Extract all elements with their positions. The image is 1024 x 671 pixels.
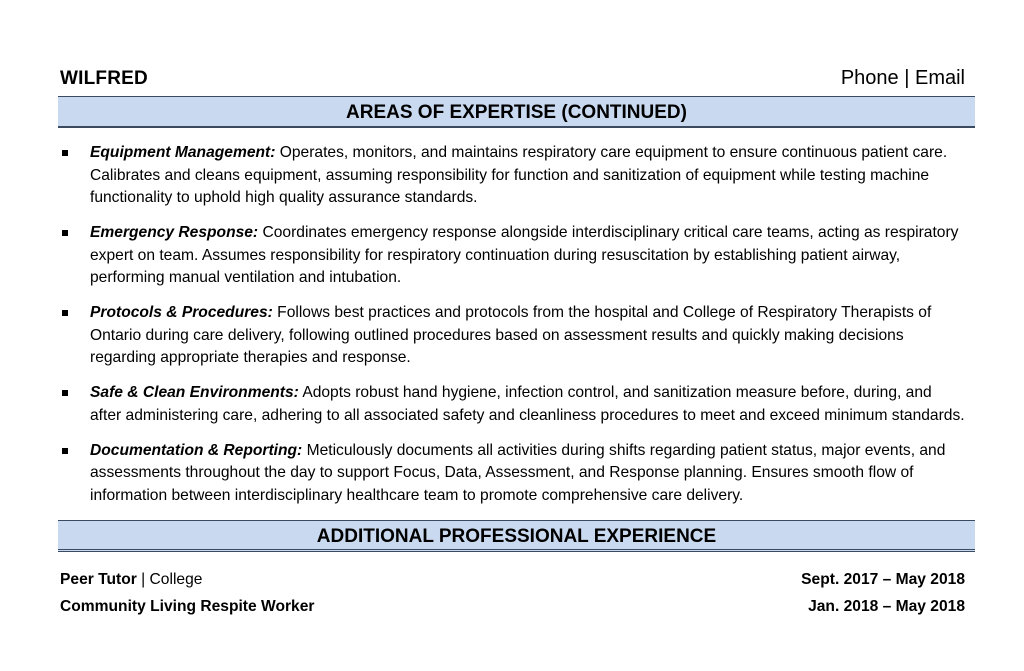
experience-entry bbox=[60, 593, 965, 620]
list-item bbox=[60, 440, 965, 508]
expertise-description: Adopts robust hand hygiene, infection control, and sanitization measure before, during, and after administering care, adhering to all associated safety and cleanliness procedures to meet and exceed minimum standards. bbox=[90, 384, 965, 424]
section-heading-experience: ADDITIONAL PROFESSIONAL EXPERIENCE bbox=[58, 520, 975, 552]
section-heading-expertise: AREAS OF EXPERTISE (CONTINUED) bbox=[58, 96, 975, 128]
experience-entry bbox=[60, 566, 965, 593]
list-item bbox=[60, 382, 965, 427]
contact-info: Phone | Email bbox=[840, 67, 965, 89]
candidate-name: WILFRED bbox=[60, 68, 148, 89]
square-bullet-icon bbox=[62, 230, 68, 236]
expertise-term: Documentation & Reporting: bbox=[90, 441, 303, 459]
resume-header bbox=[60, 58, 965, 90]
expertise-term: Emergency Response: bbox=[90, 224, 259, 241]
expertise-description: Follows best practices and protocols from the hospital and College of Respiratory Therapists of Ontario during care delivery, following outlined procedures based on assessment results and quickly making decisions regarding appropriate therapies and response. bbox=[90, 304, 932, 366]
job-dates: Sept. 2017 – May 2018 bbox=[801, 570, 965, 588]
experience-list bbox=[60, 566, 965, 620]
expertise-description: Coordinates emergency response alongside interdisciplinary critical care teams, acting as respiratory expert on team. Assumes responsibility for respiratory continuation during resuscitation by establishing patient airway, performing manual ventilation and intubation. bbox=[90, 224, 959, 286]
job-organization: College bbox=[149, 570, 203, 588]
resume-page bbox=[60, 58, 965, 620]
square-bullet-icon bbox=[62, 310, 68, 316]
list-item bbox=[60, 142, 965, 210]
job-role: Community Living Respite Worker bbox=[60, 597, 315, 615]
expertise-description: Operates, monitors, and maintains respiratory care equipment to ensure continuous patient care. Calibrates and cleans equipment, assuming responsibility for function and sanitization of equipment while testing machine functionality to uphold high quality assurance standards. bbox=[90, 144, 948, 206]
expertise-term: Safe & Clean Environments: bbox=[90, 384, 299, 401]
square-bullet-icon bbox=[62, 390, 68, 396]
list-item bbox=[60, 222, 965, 290]
expertise-list bbox=[60, 142, 965, 507]
title-separator: | bbox=[136, 570, 150, 588]
square-bullet-icon bbox=[62, 448, 68, 454]
expertise-term: Protocols & Procedures: bbox=[90, 304, 273, 321]
square-bullet-icon bbox=[62, 150, 68, 156]
job-role: Peer Tutor bbox=[60, 570, 137, 588]
expertise-description: Meticulously documents all activities during shifts regarding patient status, major events, and assessments throughout the day to support Focus, Data, Assessment, and Response planning. Ensures smooth flow of information between interdisciplinary healthcare team to promote comprehensive care delivery. bbox=[90, 441, 946, 504]
job-dates: Jan. 2018 – May 2018 bbox=[808, 597, 965, 615]
experience-title bbox=[60, 566, 202, 593]
experience-title bbox=[60, 593, 314, 620]
list-item bbox=[60, 302, 965, 370]
expertise-term: Equipment Management: bbox=[90, 144, 276, 161]
